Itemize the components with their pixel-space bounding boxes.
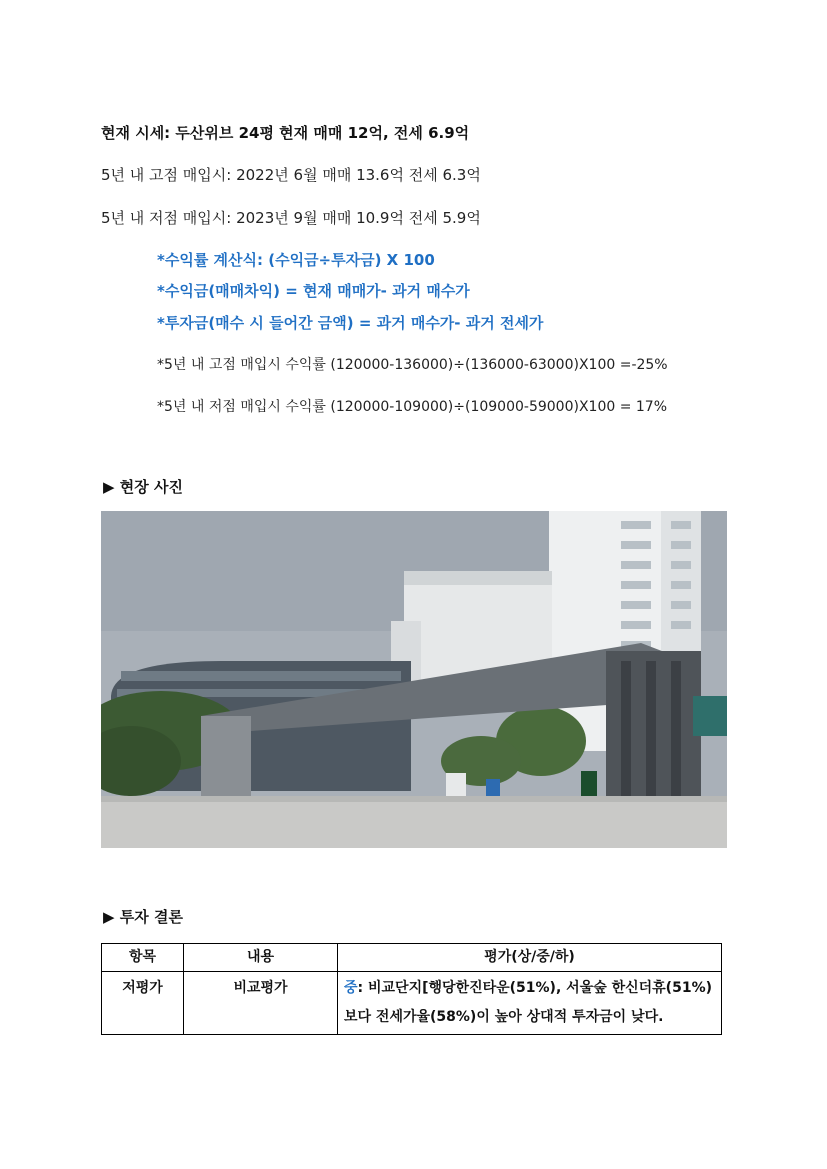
yield-formula: *수익률 계산식: (수익금÷투자금) X 100 <box>157 251 435 269</box>
photo-section-heading: ▶ 현장 사진 <box>103 478 183 496</box>
evaluation-table <box>101 943 722 1035</box>
row-content: 비교평가 <box>184 972 338 1035</box>
row-evaluation-cell <box>338 972 722 1035</box>
profit-formula: *수익금(매매차익) = 현재 매매가- 과거 매수가 <box>157 282 470 300</box>
site-photo <box>101 511 727 848</box>
conclusion-section-heading: ▶ 투자 결론 <box>103 908 183 926</box>
low-yield-result: *5년 내 저점 매입시 수익률 (120000-109000)÷(109000-59000)X100 = 17% <box>157 399 668 415</box>
investment-formula: *투자금(매수 시 들어간 금액) = 과거 매수가- 과거 전세가 <box>157 314 544 332</box>
table-row <box>102 972 722 1035</box>
grade-label: 중 <box>344 980 358 996</box>
current-price-line: 현재 시세: 두산위브 24평 현재 매매 12억, 전세 6.9억 <box>101 124 470 142</box>
evaluation-text: : 비교단지[행당한진타운(51%), 서울숲 한신더휴(51%)보다 전세가율(58%)이 높아 상대적 투자금이 낮다. <box>344 980 712 1025</box>
low-purchase-line: 5년 내 저점 매입시: 2023년 9월 매매 10.9억 전세 5.9억 <box>101 209 481 227</box>
table-header-row <box>102 944 722 972</box>
header-content: 내용 <box>184 944 338 972</box>
header-evaluation: 평가(상/중/하) <box>338 944 722 972</box>
high-yield-result: *5년 내 고점 매입시 수익률 (120000-136000)÷(136000-63000)X100 =-25% <box>157 357 668 373</box>
row-item: 저평가 <box>102 972 184 1035</box>
header-item: 항목 <box>102 944 184 972</box>
high-purchase-line: 5년 내 고점 매입시: 2022년 6월 매매 13.6억 전세 6.3억 <box>101 166 481 184</box>
